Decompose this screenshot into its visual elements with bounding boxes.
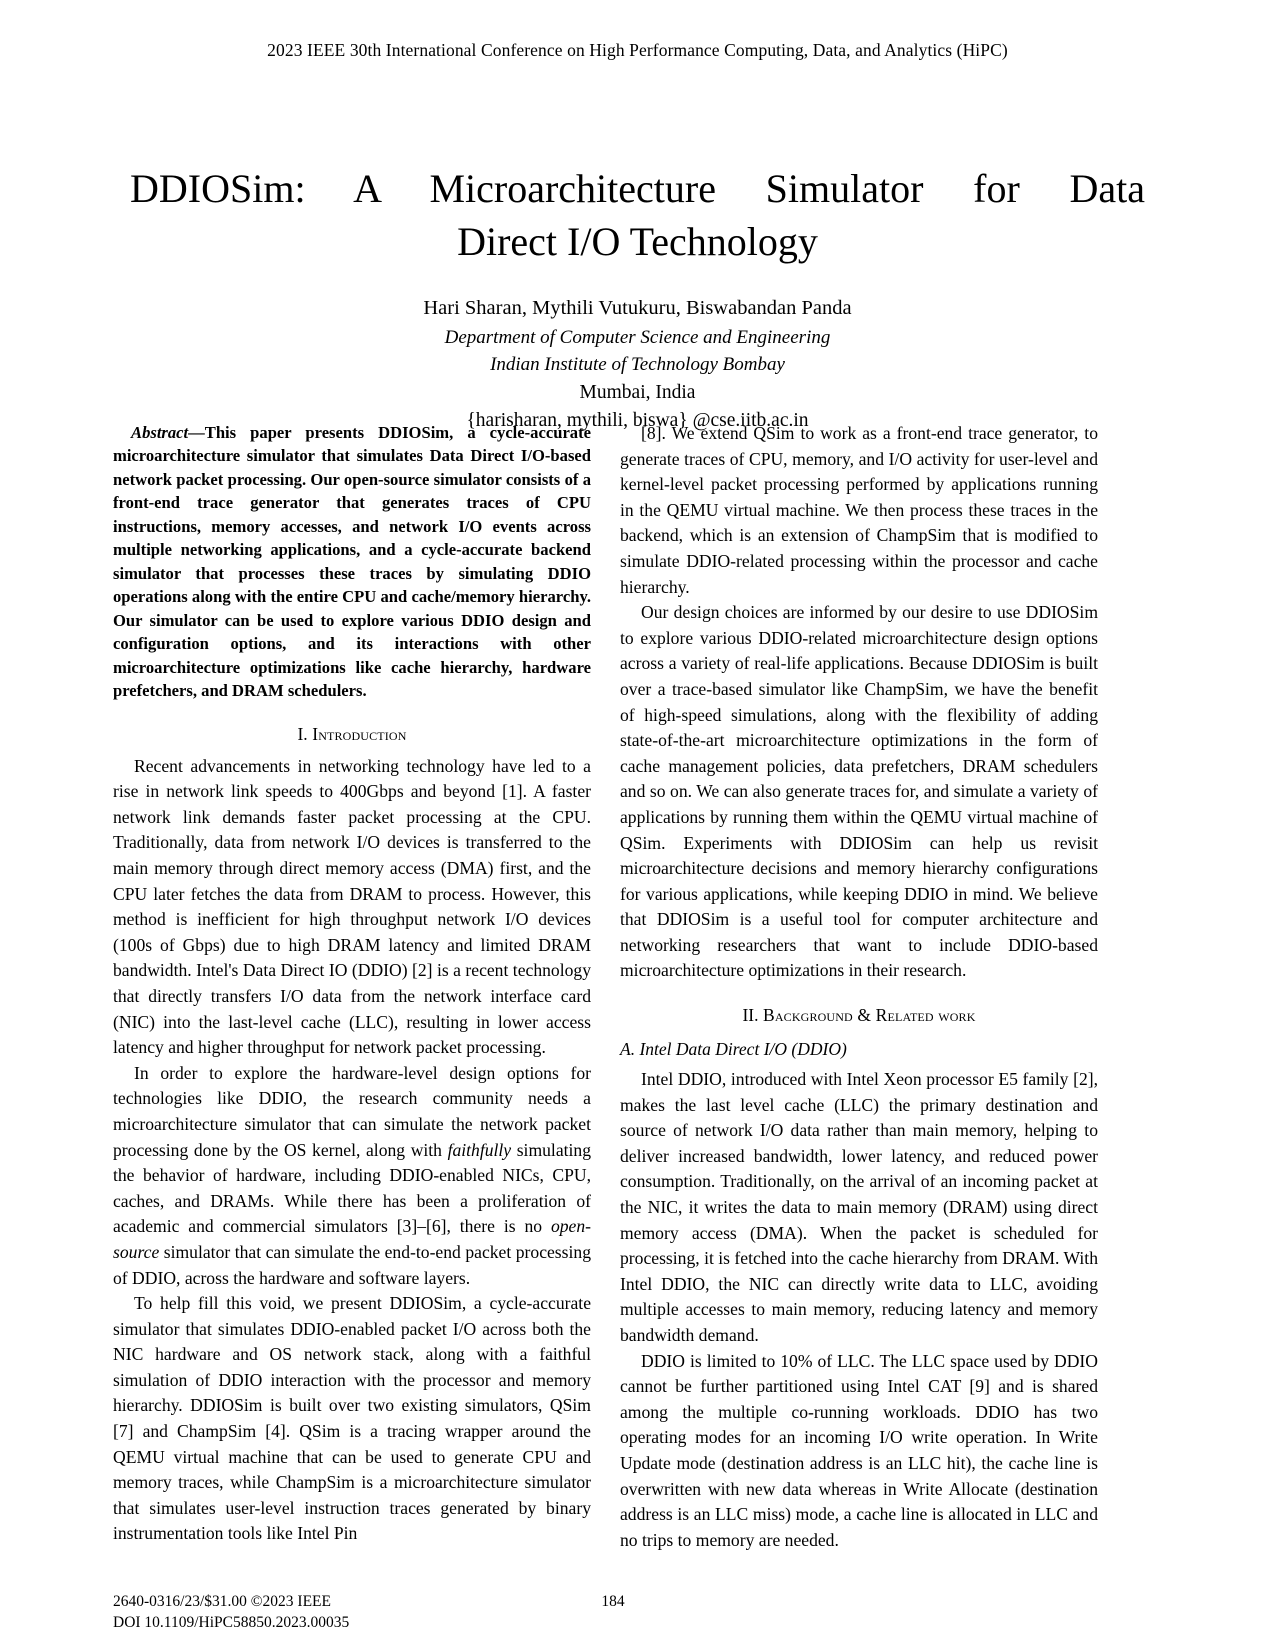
section-title-background: Background & Related work [763, 1005, 976, 1026]
left-paragraph-2-part-c: simulator that can simulate the end-to-end packet processing of DDIO, across the hardware and software layers. [113, 1241, 591, 1288]
author-institute: Indian Institute of Technology Bombay [490, 354, 785, 376]
title-block [128, 162, 1147, 435]
abstract-dash: — [188, 423, 205, 442]
section-heading-introduction [113, 724, 591, 745]
author-department: Department of Computer Science and Engineering [444, 326, 831, 348]
section-number-ii: II. [742, 1005, 759, 1026]
author-emails: {harisharan, mythili, biswa} @cse.iitb.ac.in [466, 409, 809, 431]
left-paragraph-3: To help fill this void, we present DDIOSim, a cycle-accurate simulator that simulates DDIO-enabled packet I/O across both the NIC hardware and OS network stack, along with a faithful simulation of DDIO interaction with the processor and memory hierarchy. DDIOSim is built over two existing simulators, QSim [7] and ChampSim [4]. QSim is a tracing wrapper around the QEMU virtual machine that can be used to generate CPU and memory traces, while ChampSim is a microarchitecture simulator that simulates user-level instruction traces generated by binary instrumentation tools like Intel Pin [113, 1293, 591, 1544]
subsection-heading-a: A. Intel Data Direct I/O (DDIO) [620, 1039, 847, 1060]
left-paragraph-2-italic-faithfully: faithfully [447, 1139, 512, 1160]
left-paragraph-2-italic-open-source: open-source [113, 1216, 591, 1262]
abstract [113, 421, 591, 703]
body-columns [113, 421, 1113, 1550]
right-paragraph-2: Our design choices are informed by our desire to use DDIOSim to explore various DDIO-related microarchitecture design options across a variety of real-life applications. Because DDIOSim is built over a trace-based simulator like ChampSim, we have the benefit of high-speed simulations, along with the flexibility of adding state-of-the-art microarchitecture optimizations in the form of cache management policies, data prefetchers, DRAM schedulers and so on. We can also generate traces for, and simulate a variety of applications by running them within the QEMU virtual machine of QSim. Experiments with DDIOSim can help us revisit microarchitecture decisions and memory hierarchy configurations for various applications, while keeping DDIO in mind. We believe that DDIOSim is a useful tool for computer architecture and networking researchers that want to include DDIO-based microarchitecture optimizations in their research. [620, 602, 1098, 981]
left-paragraph-2-part-b: simulating the behavior of hardware, including DDIO-enabled NICs, CPU, caches, and DRAMs. While there has been a proliferation of academic and commercial simulators [3]–[6], there is no [113, 1139, 591, 1237]
left-paragraph-2-part-a: In order to explore the hardware-level design options for technologies like DDIO, the research community needs a microarchitecture simulator that can simulate the network packet processing done by the OS kernel, along with [113, 1062, 591, 1160]
conference-header: 2023 IEEE 30th International Conference on High Performance Computing, Data, and Analytics (HiPC) [267, 40, 1008, 60]
title-line-2: Direct I/O Technology [457, 219, 818, 265]
section-heading-background [620, 1005, 1098, 1026]
page-title [128, 162, 1147, 268]
right-paragraph-1: [8]. We extend QSim to work as a front-end trace generator, to generate traces of CPU, memory, and I/O activity for user-level and kernel-level packet processing performed by applications running in the QEMU virtual machine. We then process these traces in the backend, which is an extension of ChampSim that is modified to simulate DDIO-related processing within the processor and cache hierarchy. [620, 423, 1098, 597]
footer-copyright: 2640-0316/23/$31.00 ©2023 IEEE [113, 1593, 331, 1610]
section-title-introduction: Introduction [312, 723, 407, 744]
left-paragraph-2 [113, 1061, 591, 1291]
right-paragraph-3: Intel DDIO, introduced with Intel Xeon processor E5 family [2], makes the last level cache (LLC) the primary destination and source of network I/O data rather than main memory, helping to deliver increased bandwidth, lower latency, and reduced power consumption. Traditionally, on the arrival of an incoming packet at the NIC, it writes the data to main memory (DRAM) using direct memory access (DMA). When the packet is scheduled for processing, it is fetched into the cache hierarchy from DRAM. With Intel DDIO, the NIC can directly write data to LLC, avoiding multiple accesses to main memory, reducing latency and memory bandwidth demand. [620, 1069, 1098, 1345]
title-line-1: DDIOSim: A Microarchitecture Simulator for Data [130, 166, 1145, 211]
author-city: Mumbai, India [579, 381, 696, 403]
author-names: Hari Sharan, Mythili Vutukuru, Biswabandan Panda [423, 297, 852, 320]
footer-page-number: 184 [601, 1593, 625, 1610]
footer-doi: DOI 10.1109/HiPC58850.2023.00035 [113, 1613, 350, 1631]
abstract-text: This paper presents DDIOSim, a cycle-accurate microarchitecture simulator that simulates Data Direct I/O-based network packet processing. Our open-source simulator consists of a front-end trace generator that generates traces of CPU instructions, memory accesses, and network I/O events across multiple networking applications, and a cycle-accurate backend simulator that processes these traces by simulating DDIO operations along with the entire CPU and cache/memory hierarchy. Our simulator can be used to explore various DDIO design and configuration options, and its interactions with other microarchitecture optimizations like cache hierarchy, hardware prefetchers, and DRAM schedulers. [113, 423, 591, 701]
right-paragraph-4: DDIO is limited to 10% of LLC. The LLC space used by DDIO cannot be further partitioned using Intel CAT [9] and is shared among the multiple co-running workloads. DDIO has two operating modes for an incoming I/O write operation. In Write Update mode (destination address is an LLC hit), the cache line is overwritten with new data whereas in Write Allocate (destination address is an LLC miss) mode, a cache line is allocated in LLC and no trips to memory are needed. [620, 1350, 1098, 1550]
section-number-i: I. [297, 723, 308, 744]
abstract-label: Abstract [131, 423, 189, 442]
left-column [113, 421, 591, 1544]
right-column [620, 421, 1098, 1550]
left-paragraph-1: Recent advancements in networking technology have led to a rise in network link speeds to 400Gbps and beyond [1]. A faster network link demands faster packet processing at the CPU. Traditionally, data from network I/O devices is transferred to the main memory through direct memory access (DMA) first, and the CPU later fetches the data from DRAM to process. However, this method is inefficient for high throughput network I/O devices (100s of Gbps) due to high DRAM latency and limited DRAM bandwidth. Intel's Data Direct IO (DDIO) [2] is a recent technology that directly transfers I/O data from the network interface card (NIC) into the last-level cache (LLC), resulting in lower access latency and higher throughput for network packet processing. [113, 755, 591, 1058]
